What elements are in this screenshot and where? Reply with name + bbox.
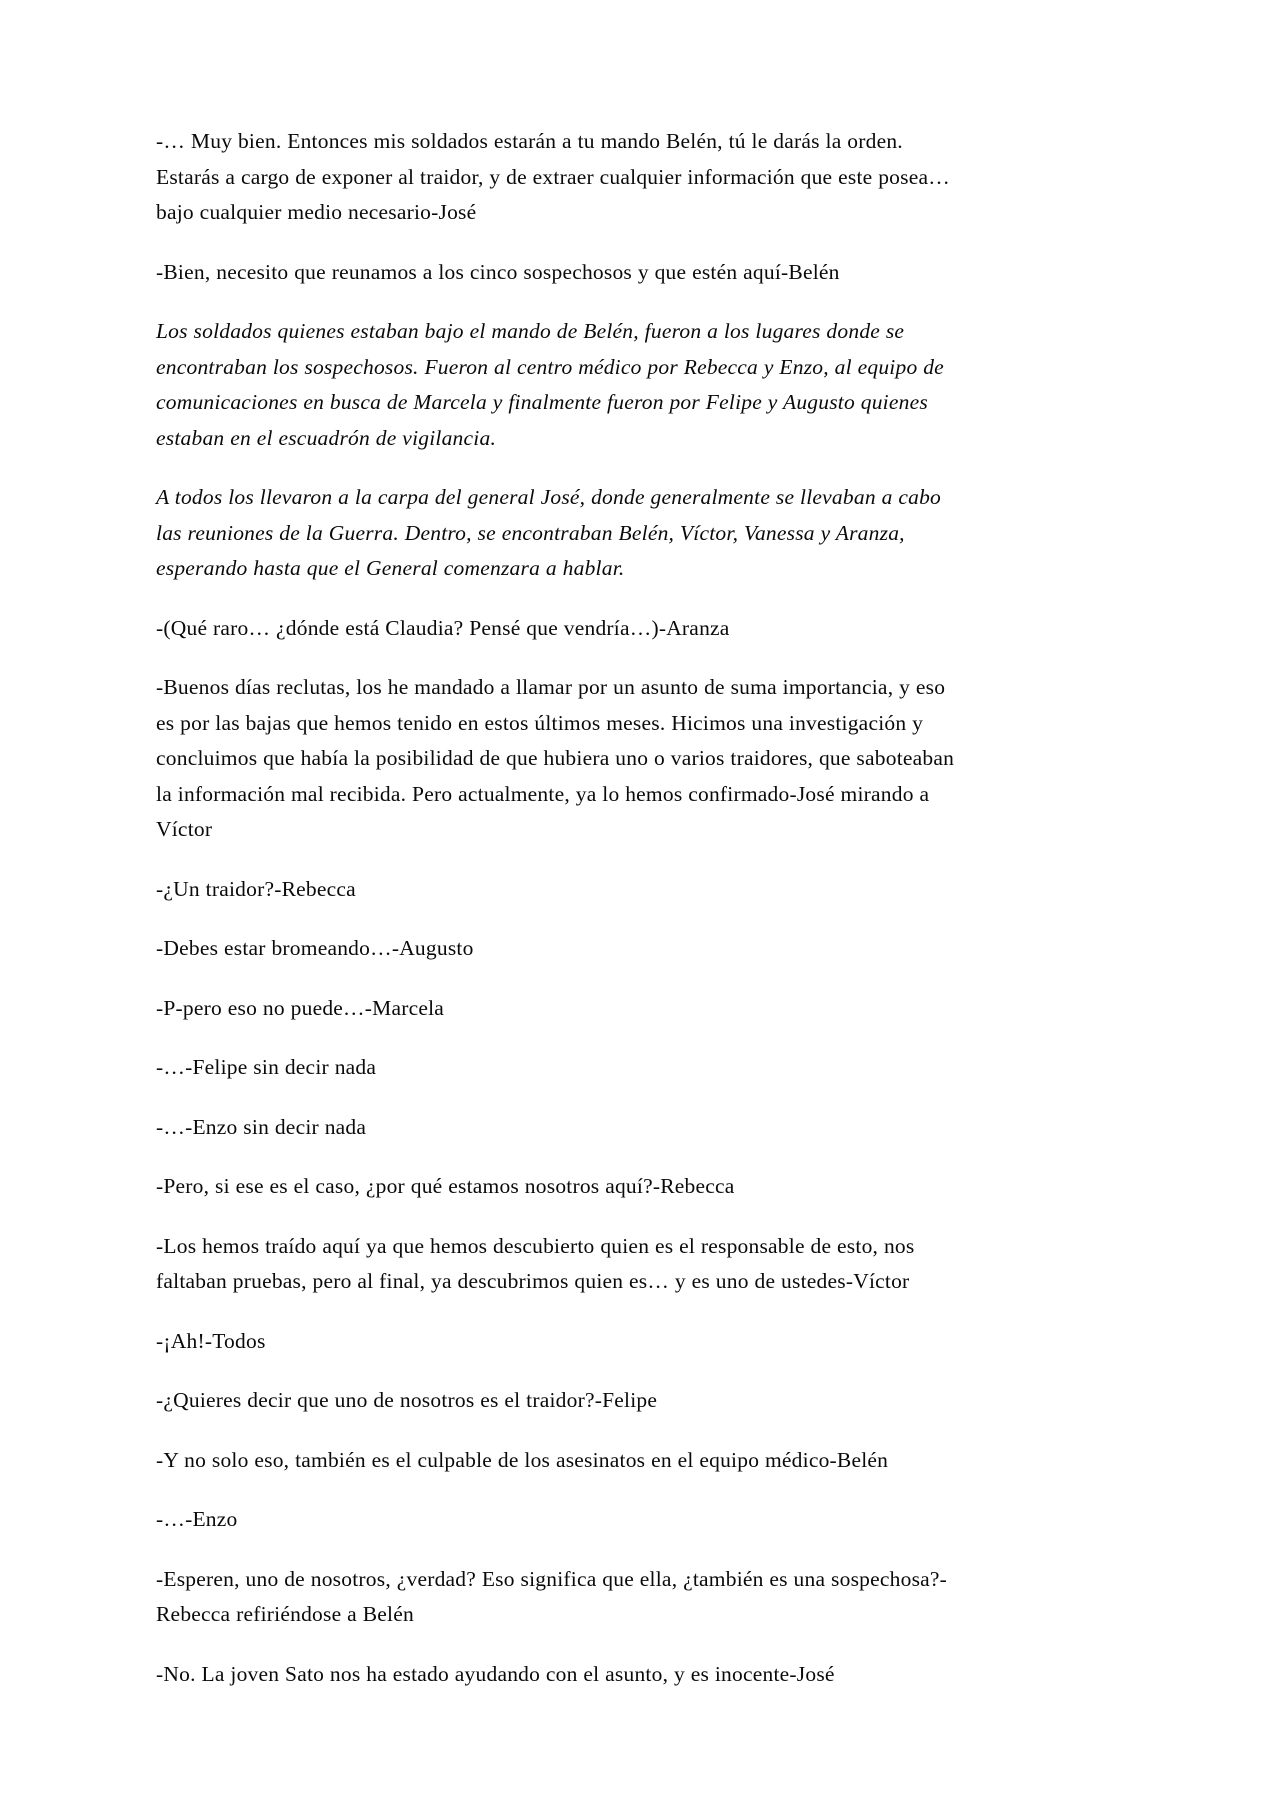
paragraph: Los soldados quienes estaban bajo el mando de Belén, fueron a los lugares donde se encontraban los sospechosos. Fueron al centro médico por Rebecca y Enzo, al equipo de comunicaciones en busca de Marcela y finalmente fueron por Felipe y Augusto quienes estaban en el escuadrón de vigilancia. <box>156 319 944 450</box>
paragraph: -Los hemos traído aquí ya que hemos descubierto quien es el responsable de esto, nos faltaban pruebas, pero al final, ya descubrimos quien es… y es uno de ustedes-Víctor <box>156 1233 915 1293</box>
paragraph: -Y no solo eso, también es el culpable de los asesinatos en el equipo médico-Belén <box>156 1447 889 1472</box>
paragraph: -¿Quieres decir que uno de nosotros es el traidor?-Felipe <box>156 1388 658 1412</box>
document-body <box>156 124 956 1692</box>
paragraph: -Bien, necesito que reunamos a los cinco sospechosos y que estén aquí-Belén <box>156 259 840 284</box>
paragraph: -…-Enzo <box>156 1507 238 1531</box>
paragraph: -… Muy bien. Entonces mis soldados estarán a tu mando Belén, tú le darás la orden. Estarás a cargo de exponer al traidor, y de extraer cualquier información que este posea… bajo cualquier medio necesario-José <box>156 129 950 224</box>
paragraph: -Debes estar bromeando…-Augusto <box>156 936 474 960</box>
paragraph: -…-Enzo sin decir nada <box>156 1114 367 1139</box>
paragraph: -Pero, si ese es el caso, ¿por qué estamos nosotros aquí?-Rebecca <box>156 1174 735 1198</box>
paragraph: -Buenos días reclutas, los he mandado a llamar por un asunto de suma importancia, y eso es por las bajas que hemos tenido en estos últimos meses. Hicimos una investigación y concluimos que había la posibilidad de que hubiera uno o varios traidores, que saboteaban la información mal recibida. Pero actualmente, ya lo hemos confirmado-José mirando a Víctor <box>156 675 955 841</box>
paragraph: A todos los llevaron a la carpa del general José, donde generalmente se llevaban a cabo las reuniones de la Guerra. Dentro, se encontraban Belén, Víctor, Vanessa y Aranza, esperando hasta que el General comenzara a hablar. <box>156 485 942 580</box>
paragraph: -¿Un traidor?-Rebecca <box>156 876 356 901</box>
paragraph: -P-pero eso no puede…-Marcela <box>156 995 445 1020</box>
paragraph: -…-Felipe sin decir nada <box>156 1055 377 1079</box>
paragraph: -No. La joven Sato nos ha estado ayudando con el asunto, y es inocente-José <box>156 1661 835 1686</box>
paragraph: -¡Ah!-Todos <box>156 1328 266 1353</box>
paragraph: -(Qué raro… ¿dónde está Claudia? Pensé que vendría…)-Aranza <box>156 615 730 640</box>
paragraph: -Esperen, uno de nosotros, ¿verdad? Eso significa que ella, ¿también es una sospechosa?- Rebecca refiriéndose a Belén <box>156 1566 948 1626</box>
